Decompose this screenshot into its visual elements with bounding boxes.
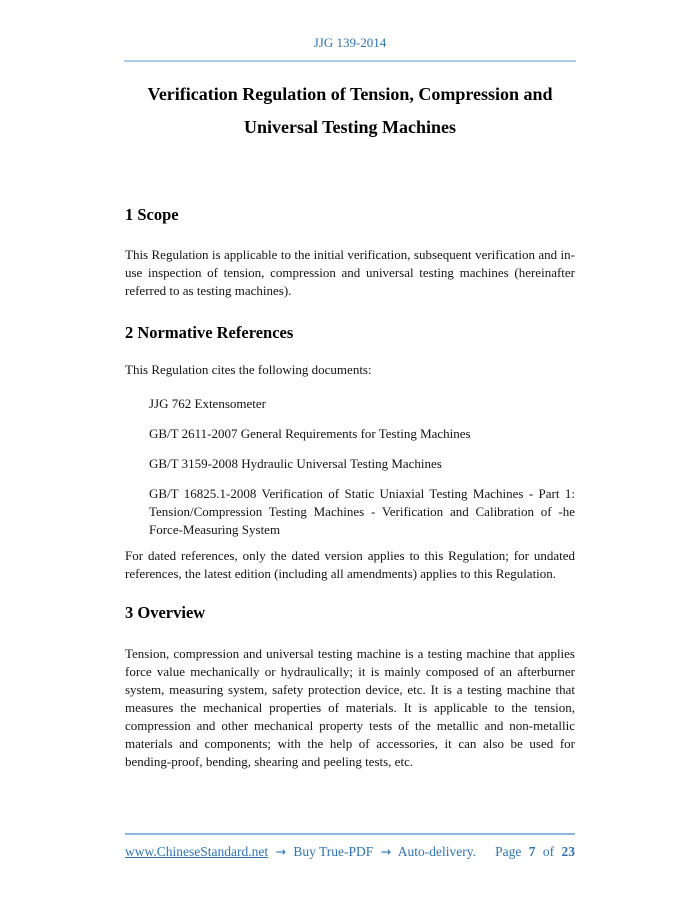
page-footer: [125, 843, 575, 861]
normative-references-intro: This Regulation cites the following documents:: [125, 362, 372, 377]
footer-rule: [125, 833, 575, 835]
overview-paragraph: Tension, compression and universal testing machine is a testing machine that applies force value mechanically or hydraulically; it is mainly composed of an afterburner system, measuring system, safety protection device, etc. It is a testing machine that measures the mechanical properties of materials. It is applicable to the tension, compression and other mechanical property tests of the metallic and non-metallic materials and components; with the help of accessories, it can also be used for bending-proof, bending, shearing and peeling tests, etc.: [125, 646, 575, 769]
page-total: 23: [561, 844, 575, 859]
document-title-line-1: Verification Regulation of Tension, Compression and: [147, 84, 553, 104]
document-title: [60, 78, 640, 144]
page-of-label: of: [542, 844, 555, 859]
section-heading-scope: 1 Scope: [125, 205, 179, 224]
reference-item: GB/T 16825.1-2008 Verification of Static Uniaxial Testing Machines - Part 1: Tension/Compression Testing Machines - Verification and Calibration of -he Force-Measuring System: [149, 486, 575, 537]
normative-references-list: [125, 395, 575, 539]
reference-item: JJG 762 Extensometer: [149, 396, 266, 411]
footer-delivery-text: Auto-delivery.: [397, 844, 476, 859]
footer-buy-text: Buy True-PDF: [293, 844, 374, 859]
right-arrow-icon: →: [380, 844, 392, 859]
footer-left: [125, 843, 480, 861]
document-title-line-2: Universal Testing Machines: [243, 117, 457, 137]
reference-item: GB/T 3159-2008 Hydraulic Universal Testing Machines: [149, 456, 442, 471]
page-indicator: [491, 843, 575, 861]
page-number: 7: [528, 844, 536, 859]
document-body: [125, 204, 575, 771]
reference-item: GB/T 2611-2007 General Requirements for Testing Machines: [149, 426, 471, 441]
normative-references-outro: For dated references, only the dated version applies to this Regulation; for undated references, the latest edition (including all amendments) applies to this Regulation.: [125, 548, 575, 581]
page-label: Page: [495, 844, 522, 859]
scope-paragraph: This Regulation is applicable to the initial verification, subsequent verification and in-use inspection of tension, compression and universal testing machines (hereinafter referred to as testing machines).: [125, 247, 575, 298]
right-arrow-icon: →: [275, 844, 286, 859]
website-link[interactable]: www.ChineseStandard.net: [125, 844, 269, 859]
section-heading-overview: 3 Overview: [125, 603, 206, 622]
header-rule: [124, 60, 576, 62]
running-header: JJG 139-2014: [313, 35, 387, 50]
section-heading-normative-references: 2 Normative References: [125, 323, 294, 342]
